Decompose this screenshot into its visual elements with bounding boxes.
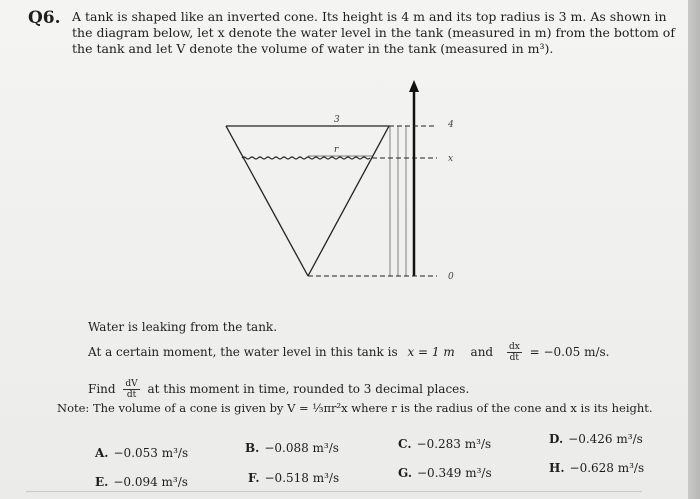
choice-value: −0.088 m³/s — [264, 441, 339, 455]
choice-d[interactable] — [549, 432, 643, 446]
page-divider — [26, 491, 642, 492]
choice-key: C. — [398, 437, 412, 451]
question-number: Q6. — [28, 8, 61, 28]
water-level-label: x — [448, 154, 454, 164]
cone-diagram — [222, 78, 472, 288]
cone-left-side — [226, 126, 308, 276]
rate-fraction — [507, 342, 522, 363]
choice-key: H. — [549, 461, 565, 475]
question-line: the tank and let V denote the volume of water in the tank (measured in m³). — [72, 41, 554, 56]
choice-key: E. — [95, 475, 109, 489]
rate-denominator: dt — [509, 353, 520, 363]
bottom-label: 0 — [448, 272, 454, 282]
find-denominator: dt — [126, 390, 137, 400]
moment-statement — [88, 342, 609, 363]
choice-f[interactable] — [248, 471, 339, 485]
choice-g[interactable] — [398, 466, 492, 480]
top-radius-label: 3 — [334, 115, 340, 125]
choice-h[interactable] — [549, 461, 644, 475]
water-surface — [242, 157, 370, 159]
leak-statement: Water is leaking from the tank. — [88, 320, 278, 334]
and-text: and — [470, 345, 494, 359]
choice-value: −0.283 m³/s — [416, 437, 492, 451]
choice-value: −0.518 m³/s — [264, 471, 340, 485]
choice-c[interactable] — [398, 437, 491, 451]
find-rest: at this moment in time, rounded to 3 decimal places. — [147, 382, 470, 396]
find-numerator: dV — [125, 379, 138, 389]
choice-key: F. — [248, 471, 260, 485]
choice-value: −0.628 m³/s — [569, 461, 645, 475]
choice-a[interactable] — [95, 446, 188, 460]
choice-key: G. — [398, 466, 412, 480]
cone-right-side — [308, 126, 389, 276]
choice-key: A. — [95, 446, 109, 460]
choice-b[interactable] — [245, 441, 339, 455]
find-statement — [88, 379, 469, 400]
choice-value: −0.349 m³/s — [417, 466, 492, 480]
moment-value: x = 1 m — [407, 345, 455, 359]
choice-value: −0.053 m³/s — [113, 446, 189, 460]
question-line: A tank is shaped like an inverted cone. Its height is 4 m and its top radius is 3 m. As shown in — [72, 9, 667, 24]
height-axis-arrow — [409, 80, 419, 92]
find-fraction — [123, 379, 139, 400]
question-line: the diagram below, let x denote the water level in the tank (measured in m) from the bottom of — [72, 25, 675, 40]
choice-key: D. — [549, 432, 564, 446]
water-radius-label: r — [334, 145, 339, 155]
find-text: Find — [88, 382, 116, 396]
choice-value: −0.094 m³/s — [113, 475, 188, 489]
choice-value: −0.426 m³/s — [568, 432, 643, 446]
height-label: 4 — [448, 120, 454, 130]
rate-value: = −0.05 m/s. — [529, 345, 610, 359]
question-text — [72, 9, 675, 57]
volume-note: Note: The volume of a cone is given by V = ⅓πr²x where r is the radius of the cone and x is its height. — [57, 401, 653, 415]
rate-numerator: dx — [508, 342, 520, 352]
choice-key: B. — [245, 441, 260, 455]
moment-text: At a certain moment, the water level in this tank is — [88, 345, 398, 359]
choice-e[interactable] — [95, 475, 188, 489]
page-edge-shadow — [688, 0, 700, 499]
